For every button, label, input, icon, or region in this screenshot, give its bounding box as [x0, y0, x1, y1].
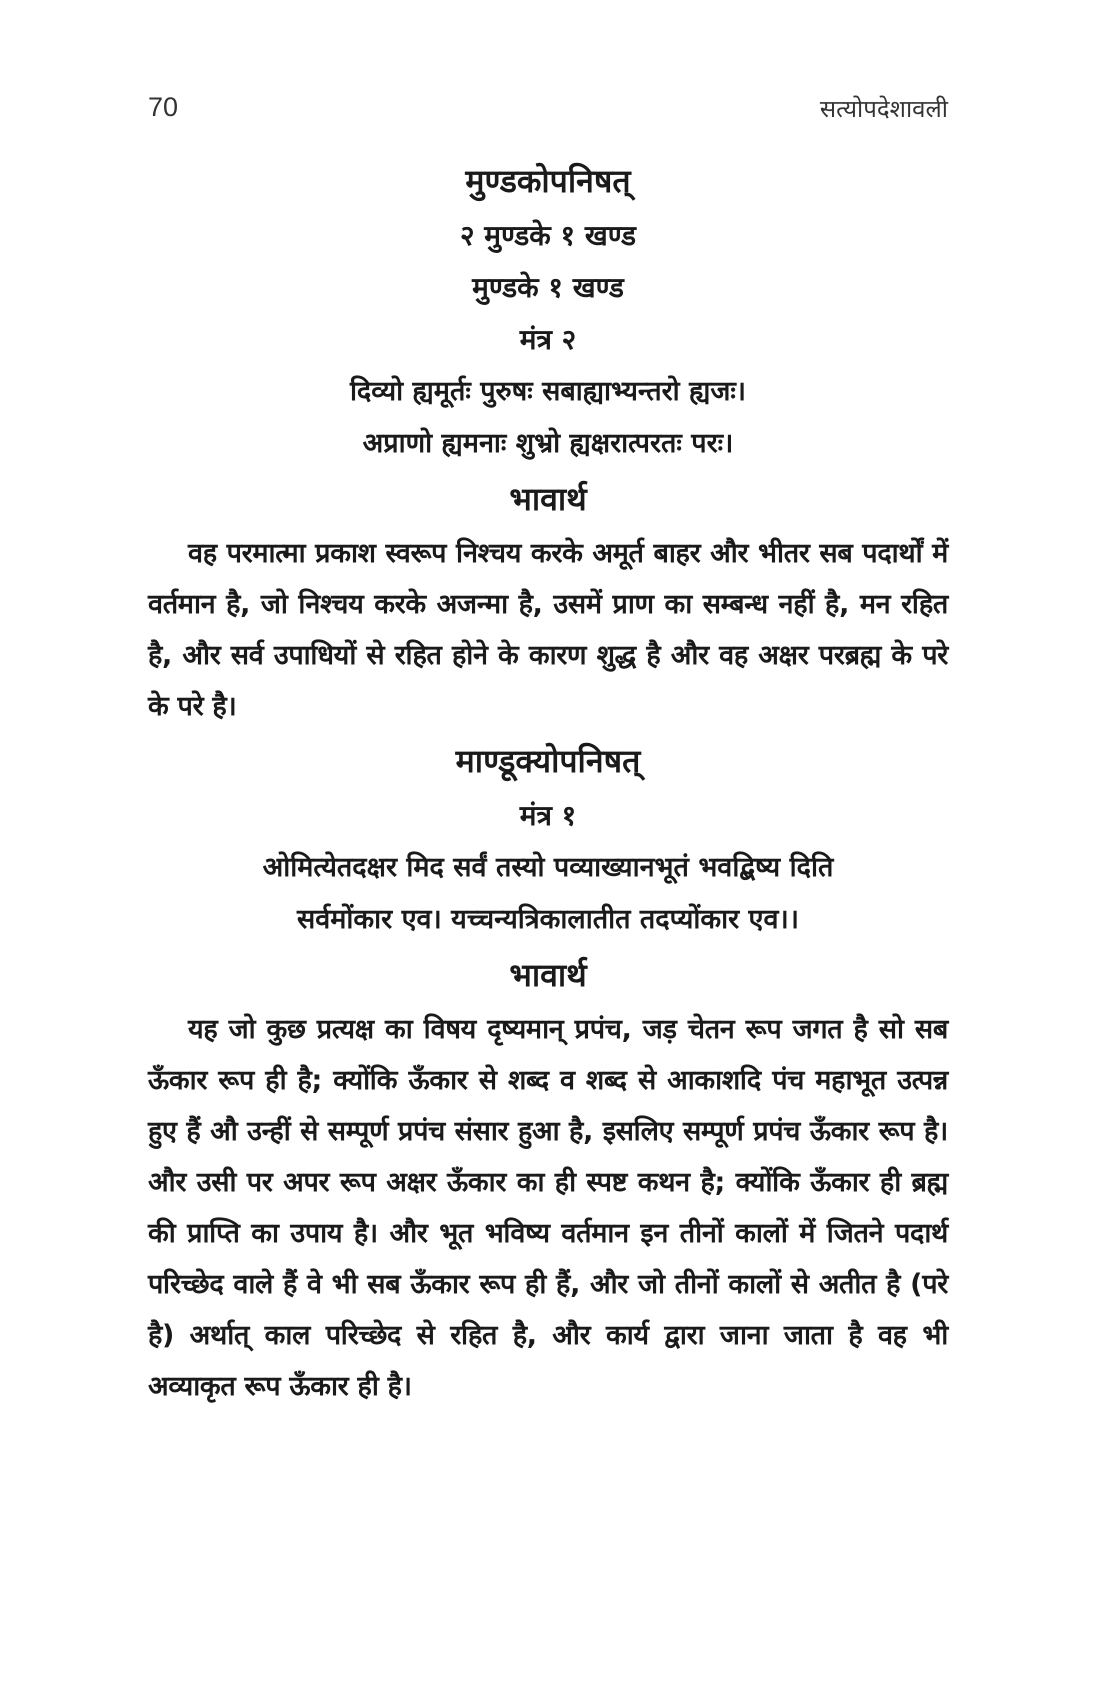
mundaka-section [148, 152, 948, 732]
book-page [148, 0, 948, 1700]
meaning-heading: भावार्थ [509, 480, 587, 518]
section-title: माण्डूक्योपनिषत् [455, 742, 641, 780]
mandukya-section [148, 732, 948, 1412]
page-number: 70 [148, 92, 179, 122]
meaning-paragraph: वह परमात्मा प्रकाश स्वरूप निश्चय करके अमूर्त बाहर और भीतर सब पदार्थों में वर्तमान है, जो निश्चय करके अजन्मा है, उसमें प्राण का सम्बन्ध नहीं है, मन रहित है, और सर्व उपाधियों से रहित होने के कारण शुद्ध है और वह अक्षर परब्रह्म के परे के परे है। [148, 538, 948, 722]
verse-line: सर्वमोंकार एव। यच्चन्यत्रिकालातीत तदप्योंकार एव।। [297, 904, 799, 935]
mantra-label: मंत्र १ [519, 799, 577, 832]
verse-line: अप्राणो ह्यमनाः शुभ्रो ह्यक्षरात्परतः परः। [362, 428, 734, 459]
mantra-label: मंत्र २ [519, 323, 577, 356]
verse-line: दिव्यो ह्यमूर्तः पुरुषः सबाह्याभ्यन्तरो ह्यजः। [349, 376, 747, 407]
section-subtitle: २ मुण्डके १ खण्ड [459, 219, 637, 252]
verse-line: ओमित्येतदक्षर मिद सर्वं तस्यो पव्याख्यानभूतं भवद्बिष्य दिति [262, 852, 834, 883]
running-header [148, 92, 948, 132]
meaning-heading: भावार्थ [509, 956, 587, 994]
page-content [148, 152, 948, 1412]
meaning-paragraph: यह जो कुछ प्रत्यक्ष का विषय दृष्यमान् प्रपंच, जड़ चेतन रूप जगत है सो सब ऊँकार रूप ही है; क्योंकि ऊँकार से शब्द व शब्द से आकाशदि पंच महाभूत उत्पन्न हुए हैं औ उन्हीं से सम्पूर्ण प्रपंच संसार हुआ है, इसलिए सम्पूर्ण प्रपंच ऊँकार रूप है। और उसी पर अपर रूप अक्षर ऊँकार का ही स्पष्ट कथन है; क्योंकि ऊँकार ही ब्रह्म की प्राप्ति का उपाय है। और भूत भविष्य वर्तमान इन तीनों कालों में जितने पदार्थ परिच्छेद वाले हैं वे भी सब ऊँकार रूप ही हैं, और जो तीनों कालों से अतीत है (परे है) अर्थात् काल परिच्छेद से रहित है, और कार्य द्वारा जाना जाता है वह भी अव्याकृत रूप ऊँकार ही है। [148, 1014, 948, 1402]
section-subtitle: मुण्डके १ खण्ड [472, 271, 624, 304]
book-title: सत्योपदेशावली [819, 95, 948, 123]
section-title: मुण्डकोपनिषत् [465, 162, 631, 200]
